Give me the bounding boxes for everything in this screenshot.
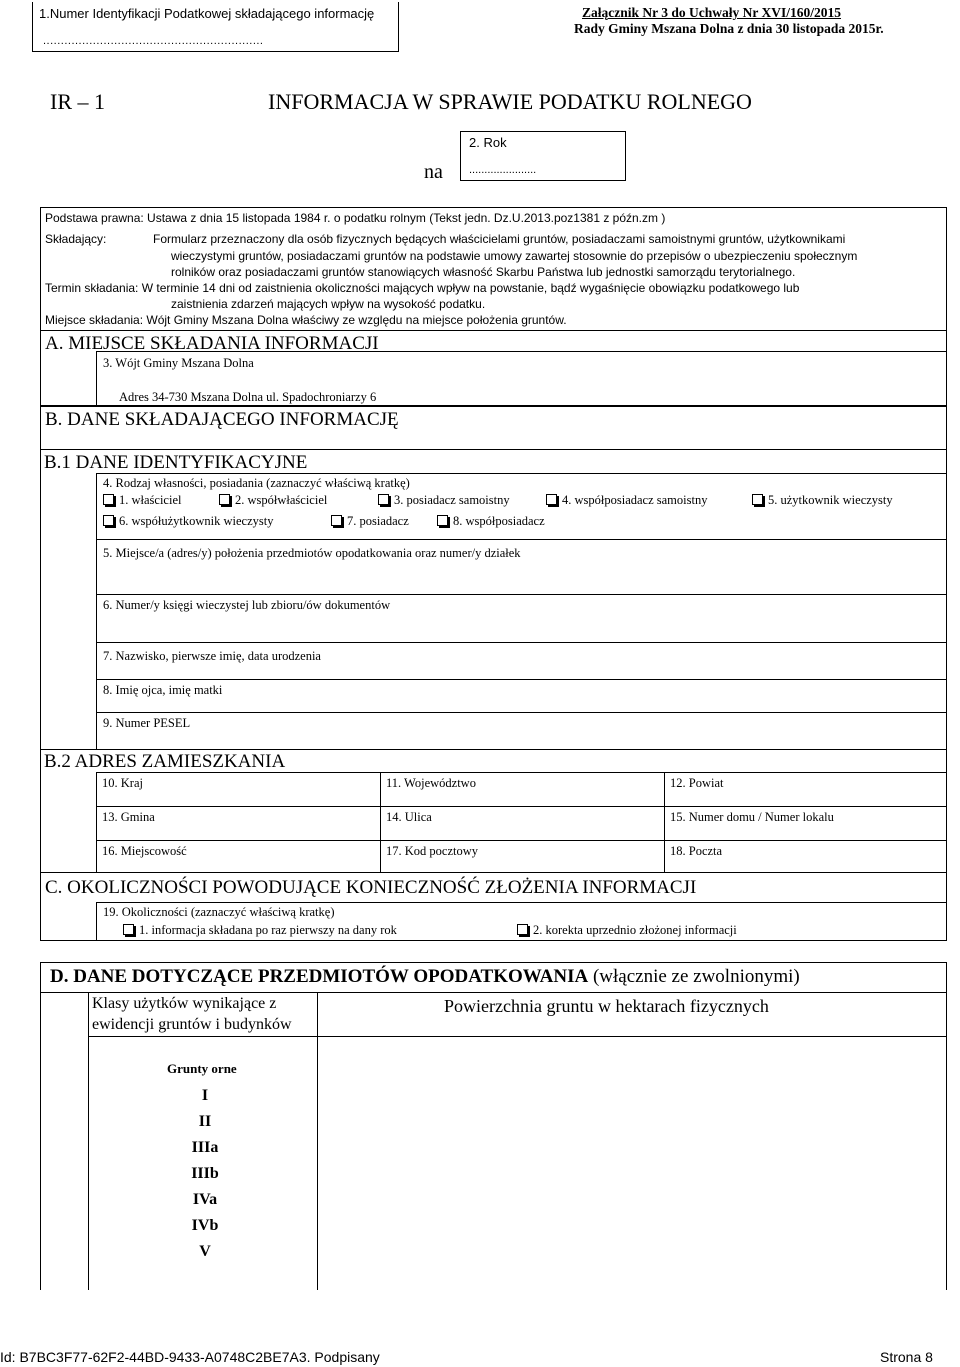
circumstance-option-2[interactable]: 2. korekta uprzednio złożonej informacji (517, 923, 737, 939)
field-8-box[interactable] (96, 680, 947, 713)
nip-input[interactable]: .............................................................. (43, 35, 264, 47)
field-7-box[interactable] (96, 643, 947, 680)
filer-line-3: rolników oraz posiadaczami gruntów stanowiących własność Skarbu Państwa lub jednostki samorządu terytorialnego. (171, 265, 796, 279)
page-number: Strona 8 (880, 1349, 933, 1365)
year-label: 2. Rok (469, 135, 507, 150)
field-4-label: 4. Rodzaj własności, posiadania (zaznaczyć właściwą kratkę) (103, 476, 410, 490)
field-6-box[interactable] (96, 595, 947, 643)
field-9-label: 9. Numer PESEL (103, 716, 191, 730)
section-d-title-suffix: (włącznie ze zwolnionymi) (588, 966, 800, 987)
na-label: na (424, 161, 443, 183)
field-3-label: 3. Wójt Gminy Mszana Dolna (103, 356, 254, 370)
deadline-line-2: zaistnienia zdarzeń mających wpływ na wysokość podatku. (171, 297, 486, 311)
filer-line-1: Formularz przeznaczony dla osób fizycznych będących właścicielami gruntów, posiadaczami samoistnymi gruntów, użytkownikami (153, 232, 846, 246)
year-box (460, 131, 626, 181)
form-code: IR – 1 (50, 89, 105, 114)
field-5-box[interactable] (96, 540, 947, 595)
field-19-box (96, 902, 947, 941)
field-17-postal-code[interactable]: 17. Kod pocztowy (386, 844, 478, 858)
land-class-header-2: ewidencji gruntów i budynków (92, 1016, 292, 1033)
section-b-title: B. DANE SKŁADAJĄCEGO INFORMACJĘ (45, 409, 399, 430)
ownership-option-6[interactable]: 6. współużytkownik wieczysty (103, 514, 274, 530)
field-7-label: 7. Nazwisko, pierwsze imię, data urodzenia (103, 649, 321, 663)
checkbox-icon[interactable] (517, 924, 528, 935)
checkbox-icon[interactable] (378, 494, 389, 505)
checkbox-icon[interactable] (123, 924, 134, 935)
land-class-i: I (201, 1087, 209, 1104)
section-c-title: C. OKOLICZNOŚCI POWODUJĄCE KONIECZNOŚĆ ZŁOŻENIA INFORMACJI (45, 877, 697, 898)
field-11-voivodeship[interactable]: 11. Województwo (386, 776, 476, 790)
field-6-label: 6. Numer/y księgi wieczystej lub zbioru/ów dokumentów (103, 598, 391, 612)
ownership-option-4[interactable]: 4. współposiadacz samoistny (546, 493, 707, 509)
ownership-option-1[interactable]: 1. właściciel (103, 493, 181, 509)
field-18-post-office[interactable]: 18. Poczta (670, 844, 723, 858)
office-address: Adres 34-730 Mszana Dolna ul. Spadochroniarzy 6 (119, 390, 377, 404)
document-id: Id: B7BC3F77-62F2-44BD-9433-A0748C2BE7A3. Podpisany (0, 1349, 380, 1365)
area-header: Powierzchnia gruntu w hektarach fizycznych (444, 996, 769, 1016)
land-class-ivb: IVb (191, 1217, 219, 1234)
field-3-box (96, 351, 947, 406)
field-15-house-number[interactable]: 15. Numer domu / Numer lokalu (670, 810, 834, 824)
annex-line-1: Załącznik Nr 3 do Uchwały Nr XVI/160/2015 (582, 5, 842, 20)
land-class-iiib: IIIb (191, 1165, 219, 1182)
field-10-country[interactable]: 10. Kraj (102, 776, 143, 790)
address-row-divider-1 (96, 806, 947, 807)
section-b1-title: B.1 DANE IDENTYFIKACYJNE (44, 452, 308, 473)
deadline-line-1: Termin składania: W terminie 14 dni od zaistnienia okoliczności mających wpływ na powstanie, bądź wygaśnięcie obowiązku podatkowego lub (45, 281, 800, 295)
checkbox-icon[interactable] (331, 515, 342, 526)
nip-label: 1.Numer Identyfikacji Podatkowej składającego informację (39, 6, 375, 21)
land-class-header-1: Klasy użytków wynikające z (92, 995, 277, 1012)
field-8-label: 8. Imię ojca, imię matki (103, 683, 223, 697)
field-16-locality[interactable]: 16. Miejscowość (102, 844, 187, 858)
checkbox-icon[interactable] (103, 494, 114, 505)
field-12-county[interactable]: 12. Powiat (670, 776, 724, 790)
section-d-title (50, 965, 800, 989)
land-class-iva: IVa (192, 1191, 218, 1208)
checkbox-icon[interactable] (752, 494, 763, 505)
section-d-title-main: D. DANE DOTYCZĄCE PRZEDMIOTÓW OPODATKOWANIA (50, 966, 589, 987)
address-col-divider-2 (664, 772, 665, 873)
filer-label: Składający: (45, 232, 107, 246)
ownership-option-2[interactable]: 2. współwłaściciel (219, 493, 327, 509)
field-5-label: 5. Miejsce/a (adres/y) położenia przedmiotów opodatkowania oraz numer/y działek (103, 546, 521, 560)
field-4-box (96, 473, 947, 540)
land-class-ii: II (198, 1113, 212, 1130)
checkbox-icon[interactable] (219, 494, 230, 505)
checkbox-icon[interactable] (103, 515, 114, 526)
field-14-street[interactable]: 14. Ulica (386, 810, 432, 824)
class-header-divider (88, 1036, 318, 1037)
field-13-commune[interactable]: 13. Gmina (102, 810, 155, 824)
nip-box (32, 2, 399, 52)
address-col-divider-1 (380, 772, 381, 873)
form-title: INFORMACJA W SPRAWIE PODATKU ROLNEGO (268, 89, 752, 114)
submission-place: Miejsce składania: Wójt Gminy Mszana Dolna właściwy ze względu na miejsce położenia gruntów. (45, 313, 567, 327)
land-class-iiia: IIIa (191, 1139, 219, 1156)
annex-line-2: Rady Gminy Mszana Dolna z dnia 30 listopada 2015r. (574, 21, 884, 36)
ownership-option-8[interactable]: 8. współposiadacz (437, 514, 545, 530)
ownership-option-7[interactable]: 7. posiadacz (331, 514, 409, 530)
arable-land-heading: Grunty orne (167, 1061, 237, 1076)
ownership-option-3[interactable]: 3. posiadacz samoistny (378, 493, 510, 509)
checkbox-icon[interactable] (437, 515, 448, 526)
checkbox-icon[interactable] (546, 494, 557, 505)
land-class-v: V (199, 1243, 211, 1260)
circumstance-option-1[interactable]: 1. informacja składana po raz pierwszy na dany rok (123, 923, 397, 939)
area-header-divider (318, 1036, 947, 1037)
filer-line-2: wieczystymi gruntów, posiadaczami gruntów na podstawie umowy zawartej stosownie do przepisów o ubezpieczeniu społecznym (171, 249, 858, 263)
ownership-option-5[interactable]: 5. użytkownik wieczysty (752, 493, 893, 509)
section-a-title: A. MIEJSCE SKŁADANIA INFORMACJI (45, 333, 379, 354)
address-row-divider-2 (96, 840, 947, 841)
section-b2-title: B.2 ADRES ZAMIESZKANIA (44, 751, 286, 772)
field-9-box[interactable] (96, 713, 947, 749)
legal-info-box (40, 207, 947, 330)
year-input[interactable]: ...................... (469, 164, 537, 176)
legal-basis: Podstawa prawna: Ustawa z dnia 15 listopada 1984 r. o podatku rolnym (Tekst jedn. Dz.U.2013.poz1381 z późn.zm ) (45, 211, 666, 225)
field-19-label: 19. Okoliczności (zaznaczyć właściwą kratkę) (103, 905, 335, 919)
